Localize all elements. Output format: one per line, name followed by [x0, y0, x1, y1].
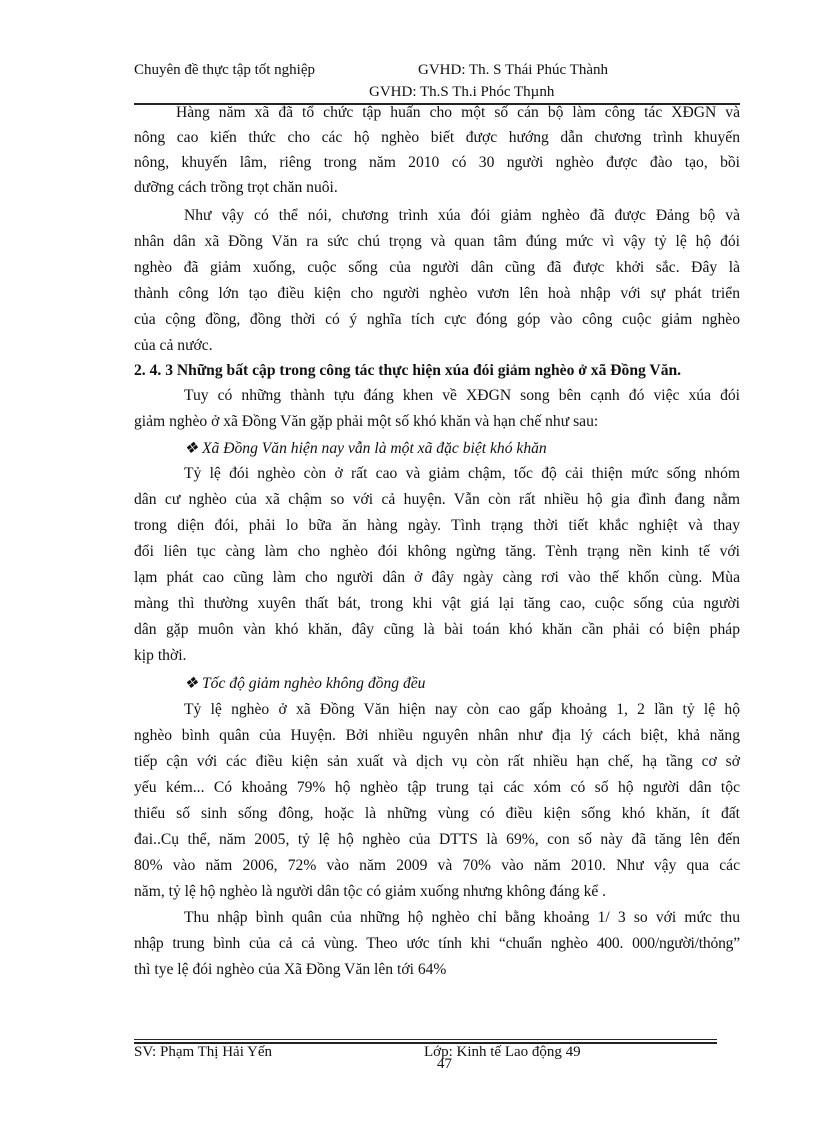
paragraph-line: của cộng đồng, đồng thời có ý nghĩa tích cực đóng góp vào công cuộc giảm nghèo: [134, 311, 740, 328]
paragraph-line: giảm nghèo ở xã Đồng Văn gặp phải một số khó khăn và hạn chế như sau:: [134, 413, 599, 430]
header-line2: GVHD: Th.S Th.i Phóc Thµnh: [369, 84, 555, 100]
header-right: GVHD: Th. S Thái Phúc Thành: [418, 62, 608, 78]
paragraph-line: Tỷ lệ đói nghèo còn ở rất cao và giảm chậm, tốc độ cải thiện mức sống nhóm: [184, 465, 740, 482]
paragraph-line: trong diện đói, phải lo bữa ăn hàng ngày. Tình trạng thời tiết khắc nghiệt và thay: [134, 517, 740, 534]
header-left: Chuyên đề thực tập tốt nghiệp: [134, 62, 316, 78]
body-text: [134, 104, 740, 984]
paragraph-line: nghèo đã giảm xuống, cuộc sống của người dân cũng đã được khởi sắc. Đây là: [134, 259, 740, 276]
paragraph-line: thiểu số sinh sống đông, hoặc là những vùng có điều kiện sống khó khăn, ít đất: [134, 805, 740, 822]
bullet-heading: [184, 674, 425, 693]
paragraph-line: thành công lớn tạo điều kiện cho người nghèo vươn lên hoà nhập với sự phát triển: [134, 285, 740, 302]
diamond-bullet-icon: ❖: [184, 440, 198, 457]
paragraph-line: màng thì thường xuyên thất bát, trong khi vật giá lại tăng cao, cuộc sống của người: [134, 595, 740, 612]
diamond-bullet-icon: ❖: [184, 675, 198, 692]
paragraph-line: thì tye lệ đói nghèo của Xã Đồng Văn lên tới 64%: [134, 961, 447, 978]
paragraph-line: Như vậy có thể nói, chương trình xúa đói giảm nghèo đã được Đảng bộ và: [184, 207, 740, 224]
paragraph-line: nông, khuyến lâm, riêng trong năm 2010 có 30 người nghèo được đào tạo, bồi: [134, 154, 740, 171]
paragraph-line: Tuy có những thành tựu đáng khen về XĐGN song bên cạnh đó việc xúa đói: [184, 387, 740, 404]
footer-rule-top: [134, 1039, 717, 1040]
paragraph-line: năm, tỷ lệ hộ nghèo là người dân tộc có giảm xuống nhưng không đáng kể .: [134, 883, 607, 900]
paragraph-line: nghèo bình quân của Huyện. Bởi nhiều nguyên nhân như địa lý cách biệt, khả năng: [134, 727, 740, 744]
paragraph-line: của cả nước.: [134, 337, 213, 354]
paragraph-line: Hàng năm xã đã tổ chức tập huấn cho một số cán bộ làm công tác XĐGN và: [176, 104, 740, 121]
footer-class: Lớp: Kinh tế Lao động 49: [424, 1044, 581, 1060]
paragraph-line: dân cư nghèo của xã chậm so với cả huyện. Vẫn còn rất nhiều hộ gia đình đang nằm: [134, 491, 740, 508]
section-heading: 2. 4. 3 Những bất cập trong công tác thực hiện xúa đói giảm nghèo ở xã Đồng Văn.: [134, 362, 682, 379]
paragraph-line: 80% vào năm 2006, 72% vào năm 2009 và 70% vào năm 2010. Như vậy qua các: [134, 857, 740, 874]
paragraph-line: lạm phát cao cũng làm cho người dân ở đây ngày càng rơi vào thế khốn cùng. Mùa: [134, 569, 740, 586]
paragraph-line: nhân dân xã Đồng Văn ra sức chú trọng và quan tâm đúng mức vì vậy tỷ lệ hộ đói: [134, 233, 740, 250]
bullet-heading-text: Tốc độ giảm nghèo không đồng đều: [202, 675, 426, 692]
paragraph-line: nhập trung bình của cả cả vùng. Theo ước tính khi “chuẩn nghèo 400. 000/người/thỏng”: [134, 935, 740, 952]
paragraph-line: yếu kém... Có khoảng 79% hộ nghèo tập trung tại các xóm có số hộ người dân tộc: [134, 779, 740, 796]
footer-student: SV: Phạm Thị Hải Yến: [134, 1044, 273, 1060]
paragraph-line: tiếp cận với các điều kiện sản xuất và dịch vụ còn rất nhiều hạn chế, hạ tầng cơ sở: [134, 753, 740, 770]
page-number: 47: [437, 1056, 452, 1072]
paragraph-line: nông cao kiến thức cho các hộ nghèo biết được hướng dẫn chương trình khuyến: [134, 129, 740, 146]
paragraph-line: đai..Cụ thể, năm 2005, tỷ lệ hộ nghèo của DTTS là 69%, con số này đã tăng lên đến: [134, 831, 740, 848]
bullet-heading-text: Xã Đồng Văn hiện nay vẫn là một xã đặc biệt khó khăn: [202, 440, 547, 457]
paragraph-line: Thu nhập bình quân của những hộ nghèo chỉ bằng khoảng 1/ 3 so với mức thu: [184, 909, 740, 926]
paragraph-line: kịp thời.: [134, 647, 187, 664]
paragraph-line: dưỡng cách trồng trọt chăn nuôi.: [134, 179, 338, 196]
bullet-heading: [184, 439, 547, 458]
paragraph-line: dân gặp muôn vàn khó khăn, đây cũng là bài toán khó khăn cần phải có biện pháp: [134, 621, 740, 638]
paragraph-line: Tỷ lệ nghèo ở xã Đồng Văn hiện nay còn cao gấp khoảng 1, 2 lần tỷ lệ hộ: [184, 701, 740, 718]
paragraph-line: đổi liên tục càng làm cho nghèo đói không ngừng tăng. Tènh trạng nền kinh tế với: [134, 543, 740, 560]
